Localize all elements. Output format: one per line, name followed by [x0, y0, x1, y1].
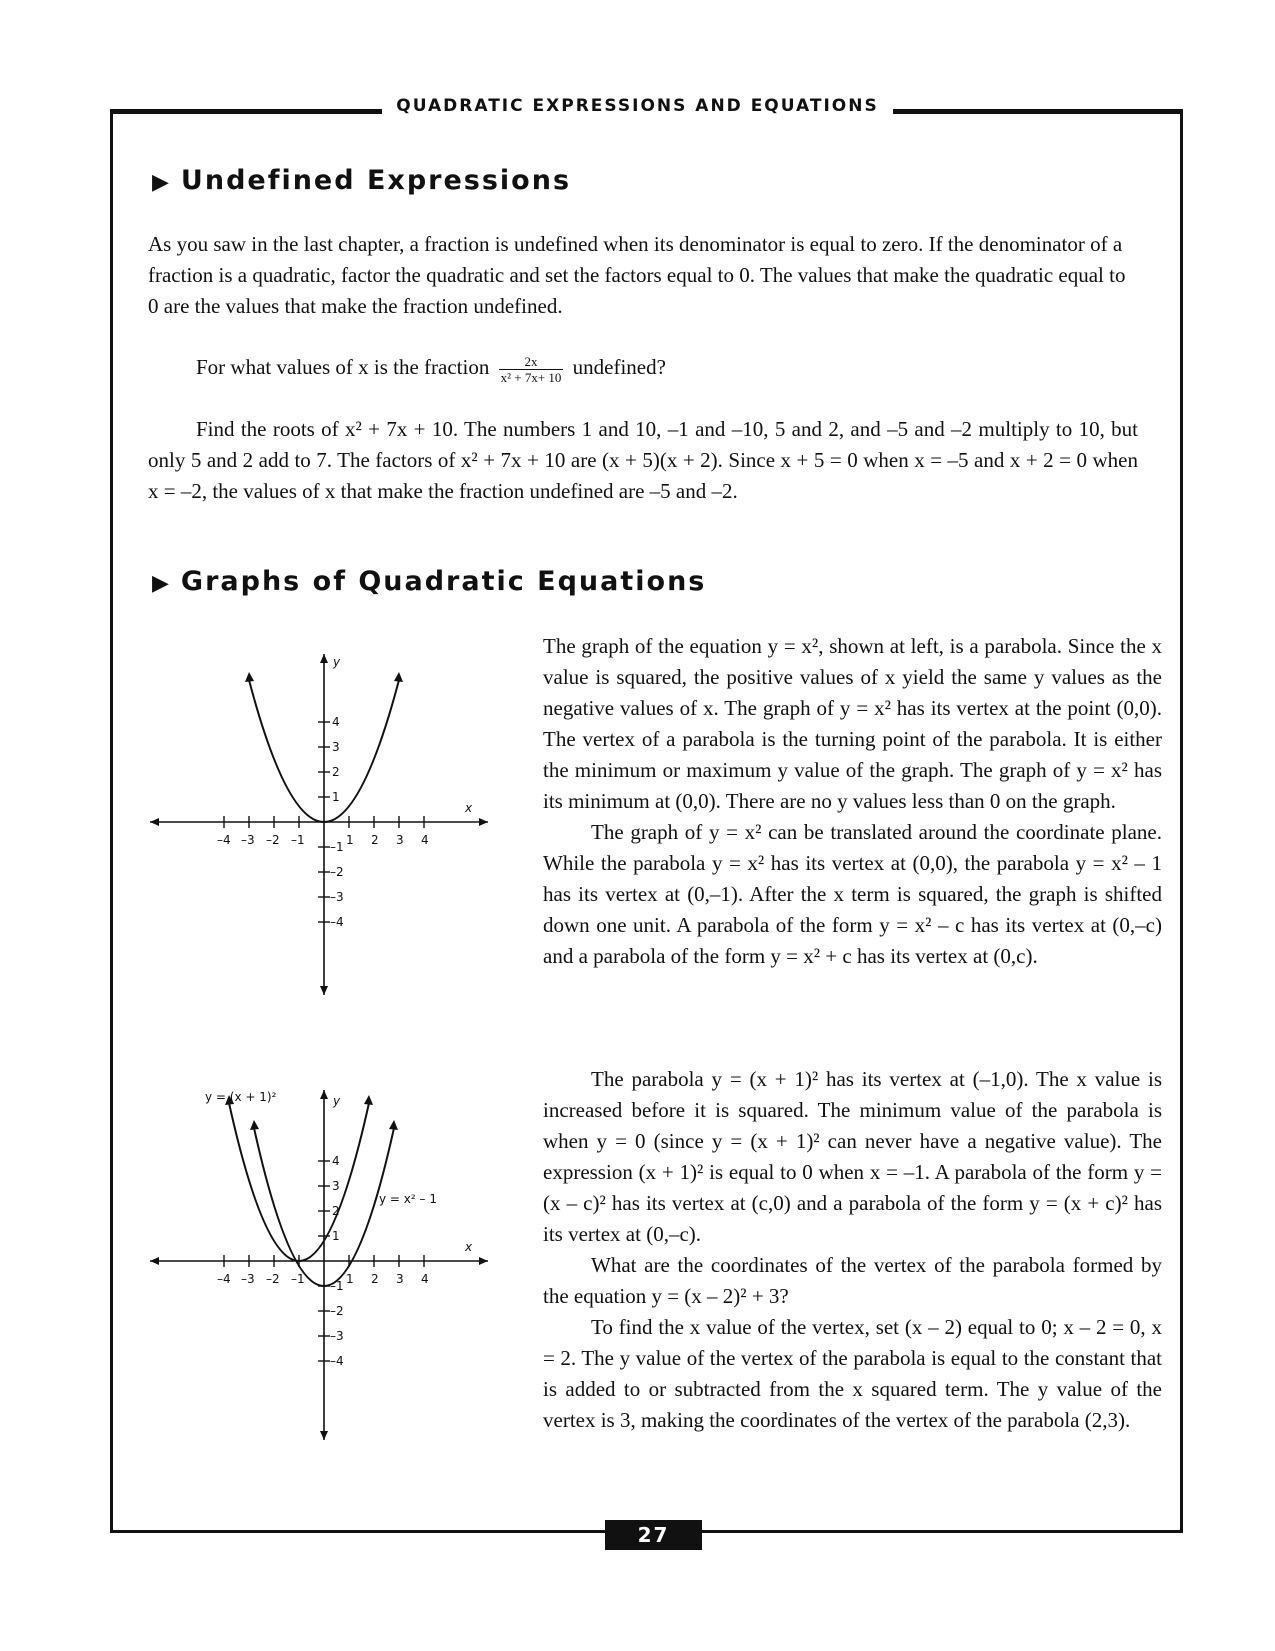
y-tick-label: –2 — [330, 865, 344, 879]
curve-arrow-icon — [250, 1120, 259, 1130]
triangle-bullet-icon: ▶ — [152, 170, 171, 195]
section1-title: Undefined Expressions — [180, 165, 572, 196]
x-tick-label: –3 — [241, 833, 255, 847]
curve-arrow-icon — [245, 672, 254, 682]
y-tick-label: 3 — [332, 740, 340, 754]
header-title: QUADRATIC EXPRESSIONS AND EQUATIONS — [382, 96, 892, 116]
x-axis-label: x — [465, 801, 473, 815]
y-tick-label: –3 — [330, 1329, 344, 1343]
x-tick-label: –2 — [266, 1272, 280, 1286]
section2-para2: The graph of y = x² can be translated around the coordinate plane. While the parabola y = x² has its vertex at (0,0), the parabola y = x² – 1 has its vertex at (0,–1). After the x term is squared, the graph is shifted down one unit. A parabola of the form y = x² – c has its vertex at (0,–c) and a parabola of the form y = x² + c has its vertex at (0,c). — [543, 820, 1162, 968]
page-number: 27 — [605, 1520, 702, 1550]
triangle-bullet-icon: ▶ — [152, 571, 171, 596]
curve-arrow-icon — [394, 672, 403, 682]
question-line — [196, 352, 666, 385]
y-tick-label: –3 — [330, 890, 344, 904]
x-tick-label: 2 — [371, 1272, 379, 1286]
section1-para1: As you saw in the last chapter, a fraction is undefined when its denominator is equal to zero. If the denominator of a fraction is a quadratic, factor the quadratic and set the factors equal to 0. The values that make the quadratic equal to 0 are the values that make the fraction undefined. — [148, 232, 1126, 318]
section2-title: Graphs of Quadratic Equations — [180, 566, 707, 597]
parabola-shifted-left — [229, 1103, 369, 1261]
y-tick-label: –2 — [330, 1304, 344, 1318]
section2-para5: To find the x value of the vertex, set (x – 2) equal to 0; x – 2 = 0, x = 2. The y value of the vertex of the parabola is equal to the constant that is added to or subtracted from the x squared term. The y value of the vertex is 3, making the coordinates of the vertex of the parabola (2,3). — [543, 1315, 1162, 1432]
y-tick-label: –4 — [330, 915, 344, 929]
x-axis-left-arrow-icon — [150, 818, 159, 826]
fraction-denominator: x² + 7x+ 10 — [500, 369, 562, 385]
section-heading-undefined — [152, 165, 571, 196]
curve-arrow-icon — [364, 1095, 373, 1105]
y-tick-label: 2 — [332, 765, 340, 779]
question-post: undefined? — [572, 355, 666, 379]
x-tick-label: –4 — [217, 1272, 231, 1286]
graph-parabola-translations — [145, 1085, 495, 1445]
section2-para4: What are the coordinates of the vertex of the parabola formed by the equation y = (x – 2)² + 3? — [543, 1253, 1162, 1308]
x-axis-label: x — [465, 1240, 473, 1254]
section2-para3: The parabola y = (x + 1)² has its vertex at (–1,0). The x value is increased before it is squared. The minimum value of the parabola is when y = 0 (since y = (x + 1)² can never have a negative value). The expression (x + 1)² is equal to 0 when x = –1. A parabola of the form y = (x – c)² has its vertex at (c,0) and a parabola of the form y = (x + c)² has its vertex at (0,–c). — [543, 1067, 1162, 1246]
x-axis-left-arrow-icon — [150, 1257, 159, 1265]
x-tick-label: 4 — [421, 833, 429, 847]
x-tick-label: –1 — [291, 1272, 305, 1286]
fraction — [499, 354, 564, 385]
y-axis-label: y — [333, 655, 341, 669]
graph-parabola-basic — [145, 650, 495, 1000]
y-axis-down-arrow-icon — [320, 986, 328, 995]
graphs-text-top — [543, 631, 1162, 972]
curve-arrow-icon — [389, 1120, 398, 1130]
y-tick-label: 1 — [332, 1229, 340, 1243]
running-header — [0, 96, 1275, 116]
fraction-numerator: 2x — [499, 354, 564, 370]
x-tick-label: –2 — [266, 833, 280, 847]
y-axis-label: y — [333, 1094, 341, 1108]
x-tick-label: 1 — [346, 833, 354, 847]
x-tick-label: –4 — [217, 833, 231, 847]
x-tick-label: 2 — [371, 833, 379, 847]
x-tick-label: 4 — [421, 1272, 429, 1286]
curve-label-shifted-down: y = x² – 1 — [379, 1192, 437, 1206]
graphs-text-bottom — [543, 1064, 1162, 1436]
x-tick-label: –3 — [241, 1272, 255, 1286]
y-axis-up-arrow-icon — [320, 1090, 328, 1099]
section1-para2: Find the roots of x² + 7x + 10. The numbers 1 and 10, –1 and –10, 5 and 2, and –5 and –2 multiply to 10, but only 5 and 2 add to 7. The factors of x² + 7x + 10 are (x + 5)(x + 2). Since x + 5 = 0 when x = –5 and x + 2 = 0 when x = –2, the values of x that make the fraction undefined are –5 and –2. — [148, 417, 1138, 503]
y-tick-label: 4 — [332, 715, 340, 729]
y-tick-label: –4 — [330, 1354, 344, 1368]
x-tick-label: 3 — [396, 833, 404, 847]
y-axis-down-arrow-icon — [320, 1431, 328, 1440]
y-tick-label: 1 — [332, 790, 340, 804]
x-tick-label: –1 — [291, 833, 305, 847]
y-tick-label: 4 — [332, 1154, 340, 1168]
y-tick-label: 2 — [332, 1204, 340, 1218]
x-tick-label: 1 — [346, 1272, 354, 1286]
section2-para1: The graph of the equation y = x², shown at left, is a parabola. Since the x value is squared, the positive values of x yield the same y values as the negative values of x. The graph of y = x² has its vertex at the point (0,0). The vertex of a parabola is the turning point of the parabola. It is either the minimum or maximum y value of the graph. The graph of y = x² has its minimum at (0,0). There are no y values less than 0 on the graph. — [543, 634, 1162, 813]
question-pre: For what values of x is the fraction — [196, 355, 490, 379]
x-axis-right-arrow-icon — [479, 1257, 488, 1265]
curve-label-shifted-left: y = (x + 1)² — [205, 1090, 277, 1104]
section-heading-graphs — [152, 566, 706, 597]
y-tick-label: 3 — [332, 1179, 340, 1193]
y-tick-label: –1 — [330, 840, 344, 854]
y-axis-up-arrow-icon — [320, 654, 328, 663]
x-axis-right-arrow-icon — [479, 818, 488, 826]
y-tick-label: –1 — [330, 1279, 344, 1293]
x-tick-label: 3 — [396, 1272, 404, 1286]
